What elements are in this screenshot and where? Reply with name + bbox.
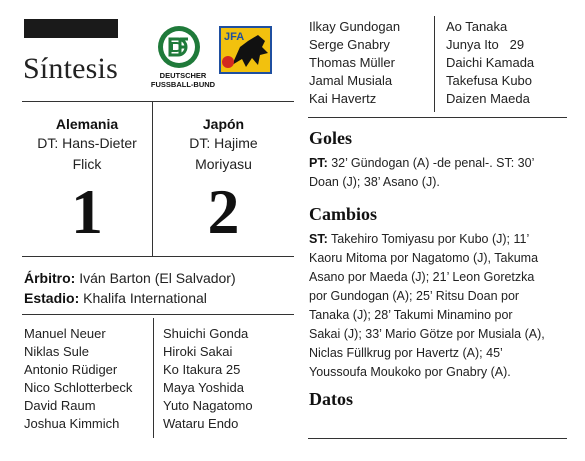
- list-item: Ao Tanaka: [446, 19, 508, 34]
- referee-name: Iván Barton (El Salvador): [79, 270, 236, 286]
- goles-title: Goles: [309, 128, 352, 148]
- header-bar: [24, 19, 118, 38]
- list-item: Ko Itakura 25: [163, 362, 241, 377]
- ball-icon: [222, 56, 234, 68]
- list-item: Thomas Müller: [309, 55, 395, 70]
- stadium-name: Khalifa International: [83, 290, 207, 306]
- list-item: Daizen Maeda: [446, 91, 530, 106]
- home-lineup-continued: [309, 18, 400, 108]
- home-coach-line-2: Flick: [72, 156, 102, 172]
- list-item: Nico Schlotterbeck: [24, 380, 133, 395]
- away-lineup: [163, 325, 253, 433]
- list-item: Hiroki Sakai: [163, 344, 233, 359]
- referee-label: Árbitro:: [24, 270, 76, 286]
- home-team: [22, 102, 152, 247]
- dfb-logo-text-1: DEUTSCHER: [159, 71, 207, 80]
- away-coach-line-2: Moriyasu: [195, 156, 252, 172]
- goles-label: PT:: [309, 156, 328, 170]
- cambios-label: ST:: [309, 232, 328, 246]
- list-item: Takefusa Kubo: [446, 73, 533, 88]
- stadium-line: [24, 290, 207, 306]
- list-item: Jamal Musiala: [309, 73, 393, 88]
- list-item: Serge Gnabry: [309, 37, 390, 52]
- scoreboard: [22, 101, 294, 257]
- dfb-emblem-icon: [163, 31, 195, 63]
- list-item: David Raum: [24, 398, 96, 413]
- away-team: [153, 102, 294, 247]
- home-coach-line-1: DT: Hans-Dieter: [37, 135, 137, 151]
- referee-line: [24, 270, 236, 286]
- away-score: 2: [207, 176, 240, 247]
- away-team-name: Japón: [202, 116, 245, 132]
- stadium-label: Estadio:: [24, 290, 80, 306]
- list-item: Yuto Nagatomo: [163, 398, 253, 413]
- list-item: Junya Ito 29: [446, 37, 525, 52]
- page-title: Síntesis: [23, 52, 118, 85]
- goles-text: PT: 32’ Gündogan (A) -de penal-. ST: 30’ Doan (J); 38’ Asano (J).: [309, 156, 535, 189]
- cambios-title: Cambios: [309, 204, 378, 224]
- home-lineup: [24, 325, 132, 433]
- home-score: 1: [71, 176, 103, 247]
- jfa-logo-text: JFA: [224, 31, 245, 43]
- away-coach-line-1: DT: Hajime: [189, 135, 258, 151]
- list-item: Ilkay Gundogan: [309, 19, 401, 34]
- dfb-logo: [148, 25, 218, 95]
- datos-title: Datos: [309, 389, 353, 409]
- list-item: Daichi Kamada: [446, 55, 535, 70]
- home-team-name: Alemania: [55, 116, 119, 132]
- list-item: Maya Yoshida: [163, 380, 244, 395]
- list-item: Joshua Kimmich: [24, 416, 120, 431]
- list-item: Antonio Rüdiger: [24, 362, 118, 377]
- list-item: Wataru Endo: [163, 416, 239, 431]
- list-item: Kai Havertz: [309, 91, 377, 106]
- jfa-logo: [218, 25, 273, 75]
- list-item: Niklas Sule: [24, 344, 90, 359]
- dfb-logo-text-2: FUSSBALL-BUND: [150, 79, 216, 89]
- cambios-text: ST: Takehiro Tomiyasu por Kubo (J); 11’ Kaoru Mitoma por Nagatomo (J), Takuma Asano por Maeda (J); 21’ Leon Goretzka por Gundogan (A); 25’ Ritsu Doan por Tanaka (J); 28’ Takumi Minamino por Sakai (J); 33’ Mario Götze por Musiala (A), Niclas Füllkrug por Havertz (A); 45’ Youssoufa Moukoko por Gnabry (A).: [309, 232, 545, 379]
- list-item: Shuichi Gonda: [163, 326, 249, 341]
- away-lineup-continued: [446, 18, 534, 108]
- list-item: Manuel Neuer: [24, 326, 106, 341]
